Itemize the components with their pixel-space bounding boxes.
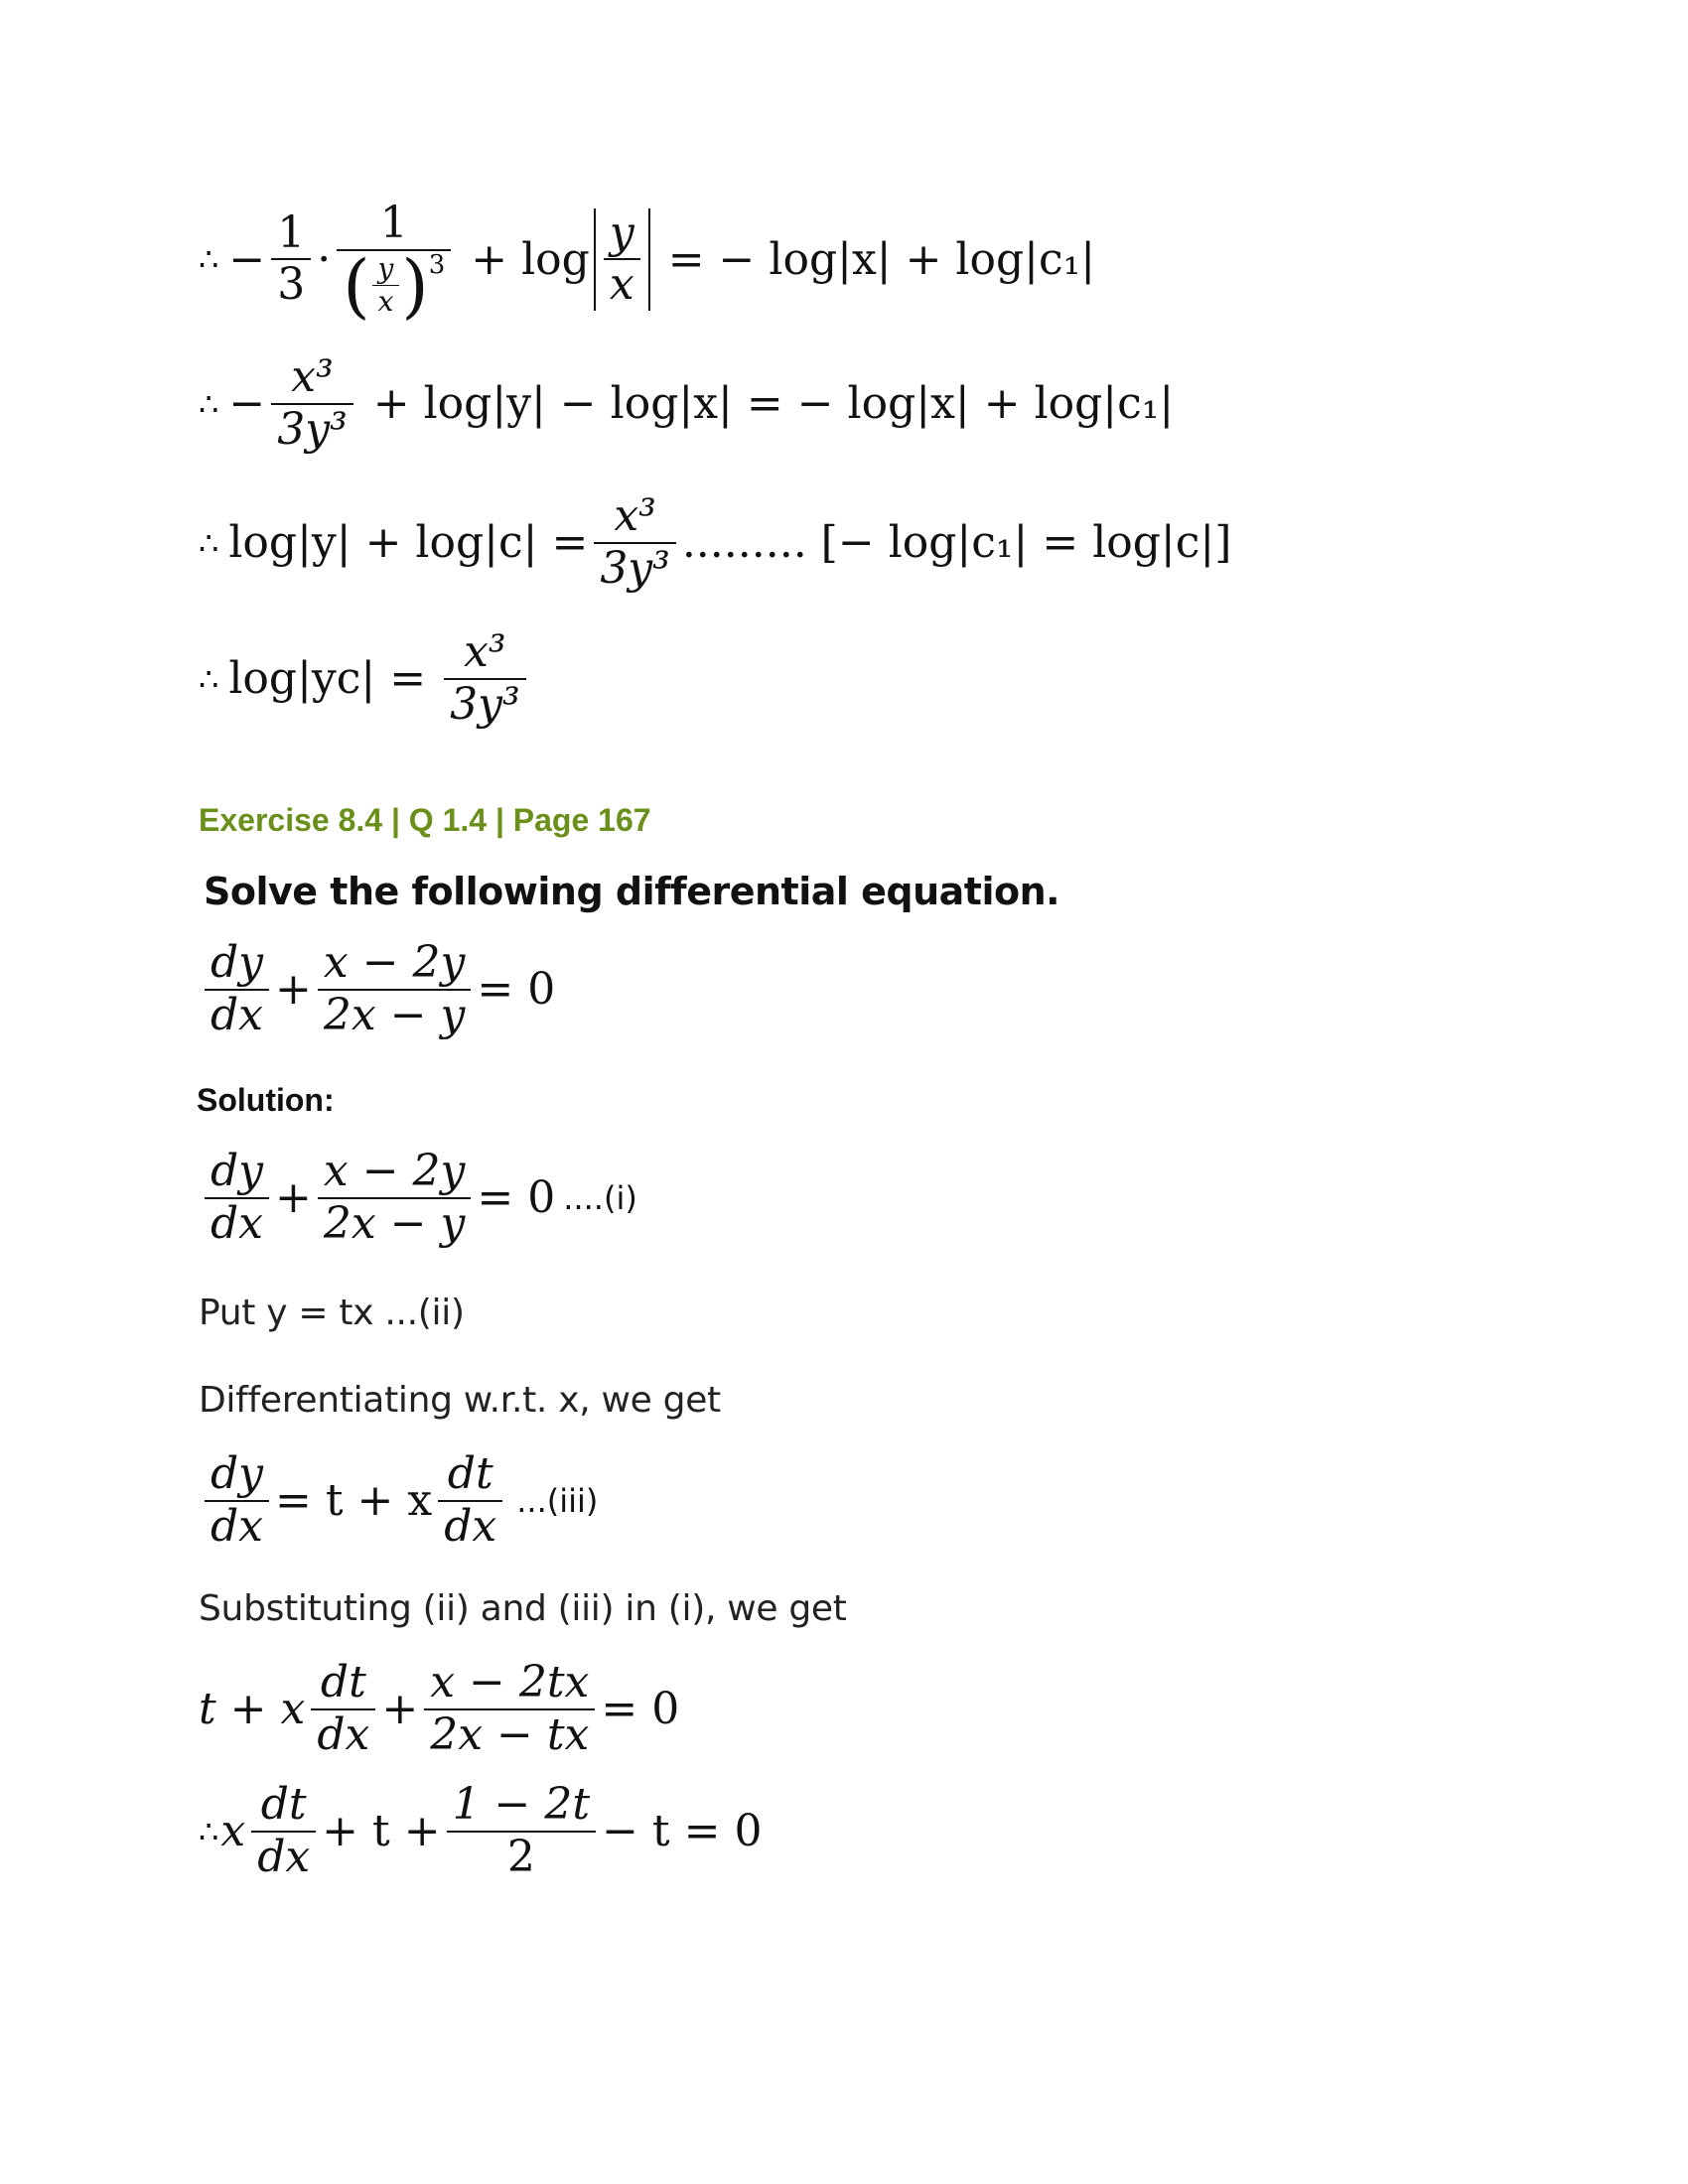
equation-simplified: ∴ x $\frac{dt}{dx}$ + t + $\frac{1 - 2t}{2}$ − t = 0	[199, 1779, 763, 1882]
differentiating-text: Differentiating w.r.t. x, we get	[199, 1380, 721, 1421]
minus-sign: −	[228, 233, 266, 285]
question-equation: $\frac{dy}{dx}$ + $\frac{x - 2y}{2x - y}$ = 0	[199, 938, 555, 1040]
equation-line-2: ∴ − $\frac{\text{x³}}{\text{3y³}}$ + log|y| − log|x| = − log|x| + log|c₁|	[199, 351, 1175, 455]
constant-note: ......... [− log|c₁| = log|c|]	[681, 517, 1232, 569]
equation-line-3: ∴ log|y| + log|c| = $\frac{\text{x³}}{\text{3y³}}$ ......... [− log|c₁| = log|c|]	[199, 490, 1232, 594]
equation-tag: ....(i)	[563, 1178, 637, 1217]
substituting-text: Substituting (ii) and (iii) in (i), we get	[199, 1588, 847, 1629]
question-title: Solve the following differential equation.	[204, 870, 1060, 913]
equation-substituted: t + x $\frac{dt}{dx}$ + $\frac{x - 2tx}{2x - tx}$ = 0	[199, 1657, 680, 1760]
put-substitution-text: Put y = tx ...(ii)	[199, 1293, 465, 1333]
fraction-one-third: $\frac{1}{3}$	[271, 208, 311, 311]
fraction-x3-over-3y3: $\frac{\text{x³}}{\text{3y³}}$	[444, 627, 526, 730]
equation-line-4: ∴ log|yc| = $\frac{\text{x³}}{\text{3y³}}$	[199, 627, 532, 730]
equation-iii: $\frac{dy}{dx}$ = t + x $\frac{dt}{dx}$ ...(iii)	[199, 1449, 598, 1552]
solution-label: Solution:	[197, 1082, 335, 1118]
fraction-x3-over-3y3: $\frac{\text{x³}}{\text{3y³}}$	[271, 352, 353, 455]
rest-expression: + log|y| − log|x| = − log|x| + log|c₁|	[372, 378, 1175, 430]
equation-tag: ...(iii)	[516, 1481, 599, 1520]
fraction-x3-over-3y3: $\frac{\text{x³}}{\text{3y³}}$	[594, 491, 676, 594]
fraction-reciprocal-cube: 1 ( $\frac{y}{x}$ ) 3	[337, 199, 451, 321]
abs-y-over-x: $\frac{y}{x}$	[594, 208, 650, 311]
dot-operator: ·	[317, 233, 332, 285]
plus-log: + log	[471, 233, 590, 285]
rhs-expression: = − log|x| + log|c₁|	[667, 233, 1096, 285]
exercise-heading: Exercise 8.4 | Q 1.4 | Page 167	[199, 802, 651, 838]
equation-line-1	[199, 198, 1096, 327]
therefore-symbol: ∴	[199, 240, 219, 279]
equation-i: $\frac{dy}{dx}$ + $\frac{x - 2y}{2x - y}$ = 0 ....(i)	[199, 1147, 637, 1249]
